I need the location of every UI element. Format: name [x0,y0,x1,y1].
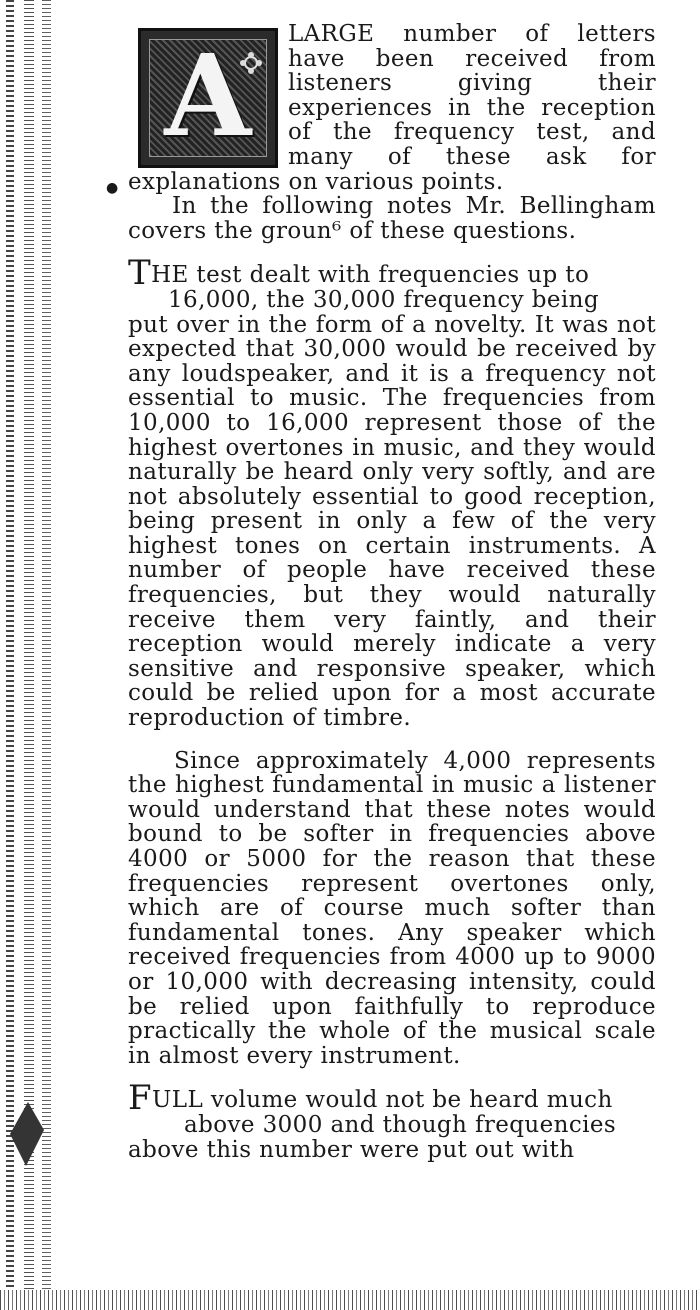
section3-first-line [128,1078,656,1119]
section1-initial: T [128,253,152,294]
drop-cap-letter: A [164,31,252,162]
section3-line1: ULL volume would not be heard much [152,1087,613,1114]
intro-paragraph: LARGE number of letters have been received from listeners giving their experiences in the reception of the frequency test, and many of these ask for explanations on various points. [128,21,656,195]
section-test-frequencies [128,253,656,732]
perforated-margin-strip [0,0,58,1290]
section-full-volume [128,1078,656,1163]
bullet-mark-icon: ● [106,180,119,196]
editor-note: In the following notes Mr. Bellingham covers the groun⁶ of these questions. [128,193,656,244]
section3-second-line: above 3000 and though frequencies [184,1111,617,1138]
section1-second-line: 16,000, the 30,000 frequency being [168,286,599,313]
section3-initial: F [128,1078,152,1119]
diamond-mark-icon [2,1100,46,1170]
section2-body: Since approximately 4,000 represents the highest fundamental in music a listener would understand that these notes would bound to be softer in frequencies above 4000 or 5000 for the reason that these frequencies represent overtones only, which are of course much softer than fundamental tones. Any speaker which received frequencies from 4000 up to 9000 or 10,000 with decreasing intensity, could be relied upon faithfully to reproduce practically the whole of the musical scale in almost every instrument. [128,747,656,1069]
article-body [128,22,656,1162]
section-fundamentals [128,749,656,1069]
section1-body: put over in the form of a novelty. It was not expected that 30,000 would be received by any loudspeaker, and it is a frequency not essential to music. The frequencies from 10,000 to 16,000 represent those of the highest overtones in music, and they would naturally be heard only very softly, and are not absolutely essential to good reception, being present in only a few of the very highest tones on certain instruments. A number of people have received these frequencies, but they would naturally receive them very faintly, and their reception would merely indicate a very sensitive and responsive speaker, which could be relied upon for a most accurate reproduction of timbre. [128,311,656,732]
section3-third-line: above this number were put out with [128,1136,575,1163]
perforated-bottom-strip [0,1290,700,1310]
section1-first-line [128,253,656,294]
section1-line1: HE test dealt with frequencies up to [151,262,590,289]
drop-cap-ornament [138,28,278,168]
